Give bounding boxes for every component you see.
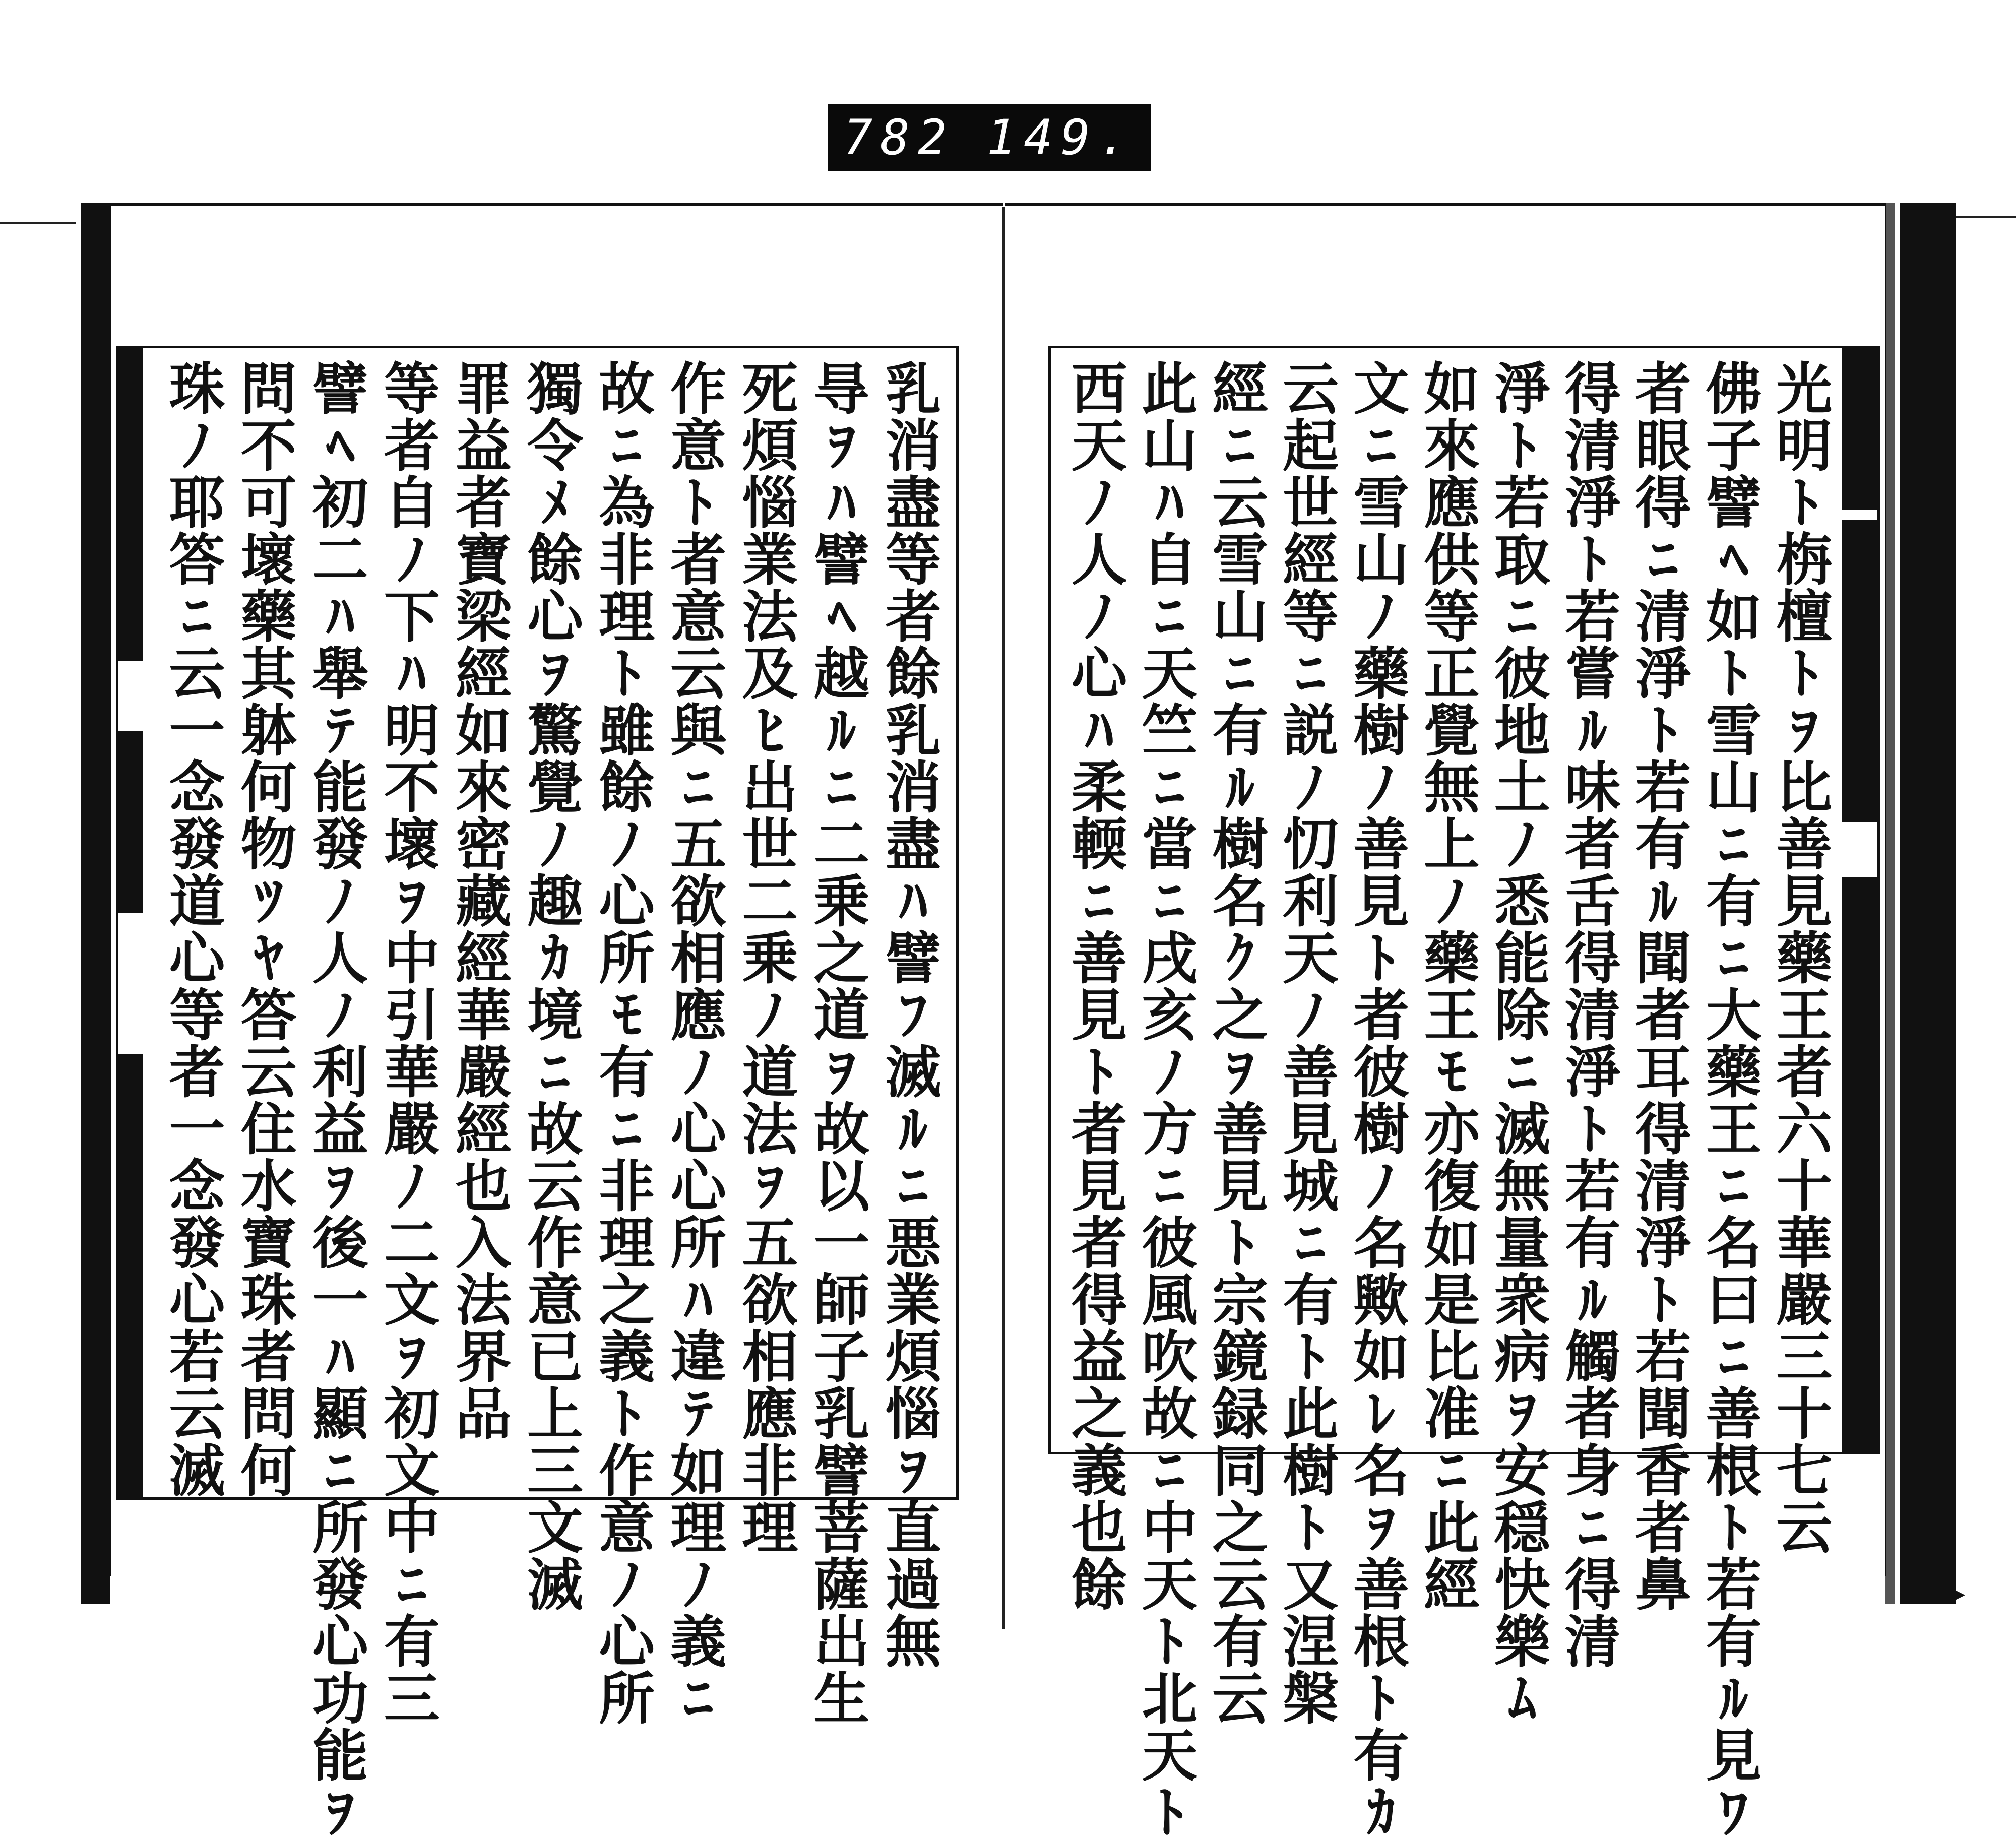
right-col-11: 西天ﾉ人ﾉ心ﾊ柔輭ﾆ善見ﾄ者見者得益之義也餘 bbox=[1061, 359, 1127, 1612]
right-col-1: 光明ﾄ栴檀ﾄｦ比善見藥王者六十華嚴三十七云 bbox=[1766, 359, 1832, 1555]
right-col-10: 此山ﾊ自ﾆ天竺ﾆ當ﾆ戌亥ﾉ方ﾆ彼風吹故ﾆ中天ﾄ北天ﾄ bbox=[1131, 359, 1198, 1840]
scan-edge-right bbox=[1945, 216, 2016, 218]
left-col-7: 罪益者寶梁經如來密藏經華嚴經也入法界品 bbox=[446, 359, 512, 1441]
left-col-8: 等者自ﾉ下ﾊ明不壞ｦ中引華嚴ﾉ二文ｦ初文中ﾆ有三 bbox=[374, 359, 440, 1726]
book-edge-left bbox=[81, 203, 110, 1604]
left-edge-band-mid bbox=[118, 731, 143, 913]
corner-mark: ▸ bbox=[1956, 1582, 1966, 1605]
right-text-frame bbox=[1048, 346, 1880, 1840]
left-edge-band-low bbox=[118, 1054, 143, 1497]
scan-edge-left bbox=[0, 222, 76, 224]
left-page-text bbox=[159, 359, 941, 1840]
catalog-number-label bbox=[828, 104, 1151, 171]
left-col-2: 㝵ｦﾊ譬ﾍ越ﾙﾆ二乗之道ｦ故以一師子乳譬菩薩出生 bbox=[803, 359, 869, 1726]
right-col-4: 得清淨ﾄ若嘗ﾙ味者舌得清淨ﾄ若有ﾙ觸者身ﾆ得清 bbox=[1555, 359, 1621, 1669]
left-col-5: 故ﾆ為非理ﾄ雖餘ﾉ心所ﾓ有ﾆ非理之義ﾄ作意ﾉ心所 bbox=[589, 359, 655, 1726]
book-edge-right bbox=[1900, 203, 1956, 1604]
left-col-10: 問不可壞藥其躰何物ﾂﾔ答云住水寶珠者問何 bbox=[231, 359, 297, 1498]
left-page bbox=[110, 203, 1003, 1840]
right-page bbox=[1005, 203, 1886, 1840]
right-edge-band-top bbox=[1842, 348, 1877, 510]
left-text-frame bbox=[116, 346, 959, 1840]
right-col-8: 云起世經等ﾆ説ﾉ忉利天ﾉ善見城ﾆ有ﾄ此樹ﾄ又涅槃 bbox=[1273, 359, 1339, 1726]
right-col-7: 文ﾆ雪山ﾉ藥樹ﾉ善見ﾄ者彼樹ﾉ名歟如ﾚ名ｦ善根ﾄ有ｶ bbox=[1343, 359, 1409, 1840]
left-col-6: 獨令ﾒ餘心ｦ驚覺ﾉ趣ｶ境ﾆ故云作意已上三文滅 bbox=[517, 359, 583, 1612]
right-edge-band-mid bbox=[1842, 520, 1877, 822]
right-edge-band-low bbox=[1842, 877, 1877, 1452]
left-col-3: 死煩惱業法及ﾋ出世二乗ﾉ道法ｦ五欲相應非理 bbox=[732, 359, 798, 1555]
right-col-9: 經ﾆ云雪山ﾆ有ﾙ樹名ｸ之ｦ善見ﾄ宗鏡録同之云有云 bbox=[1202, 359, 1268, 1726]
right-col-2: 佛子譬ﾍ如ﾄ雪山ﾆ有ﾆ大藥王ﾆ名曰ﾆ善根ﾄ若有ﾙ見ﾜ bbox=[1696, 359, 1762, 1840]
right-col-3: 者眼得ﾆ清淨ﾄ若有ﾙ聞者耳得清淨ﾄ若聞香者鼻 bbox=[1625, 359, 1691, 1612]
left-edge-band-top bbox=[118, 348, 143, 661]
right-col-6: 如來應供等正覺無上ﾉ藥王ﾓ亦復如是比准ﾆ此經 bbox=[1414, 359, 1480, 1612]
left-col-11: 珠ﾉ耶答ﾆ云一念發道心等者一念發心若云滅 bbox=[159, 359, 225, 1498]
book-edge-right-inner bbox=[1885, 203, 1895, 1604]
catalog-number-right: 149. bbox=[986, 109, 1136, 166]
left-col-9: 譬ﾍ初二ﾊ舉ﾃ能發ﾉ人ﾉ利益ｦ後一ﾊ顯ﾆ所發心功能ｦ bbox=[302, 359, 368, 1840]
right-col-5: 淨ﾄ若取ﾆ彼地土ﾉ悉能除ﾆ滅無量衆病ｦ安穏快樂ﾑ bbox=[1484, 359, 1550, 1726]
left-col-1: 乳消盡等者餘乳消盡ﾊ譬ﾌ滅ﾙﾆ悪業煩惱ｦ直過無 bbox=[875, 359, 941, 1669]
right-page-text bbox=[1061, 359, 1832, 1840]
catalog-number-left: 782 bbox=[843, 109, 955, 166]
left-col-4: 作意ﾄ者意云與ﾆ五欲相應ﾉ心心所ﾊ違ﾃ如理ﾉ義ﾆ bbox=[660, 359, 726, 1726]
